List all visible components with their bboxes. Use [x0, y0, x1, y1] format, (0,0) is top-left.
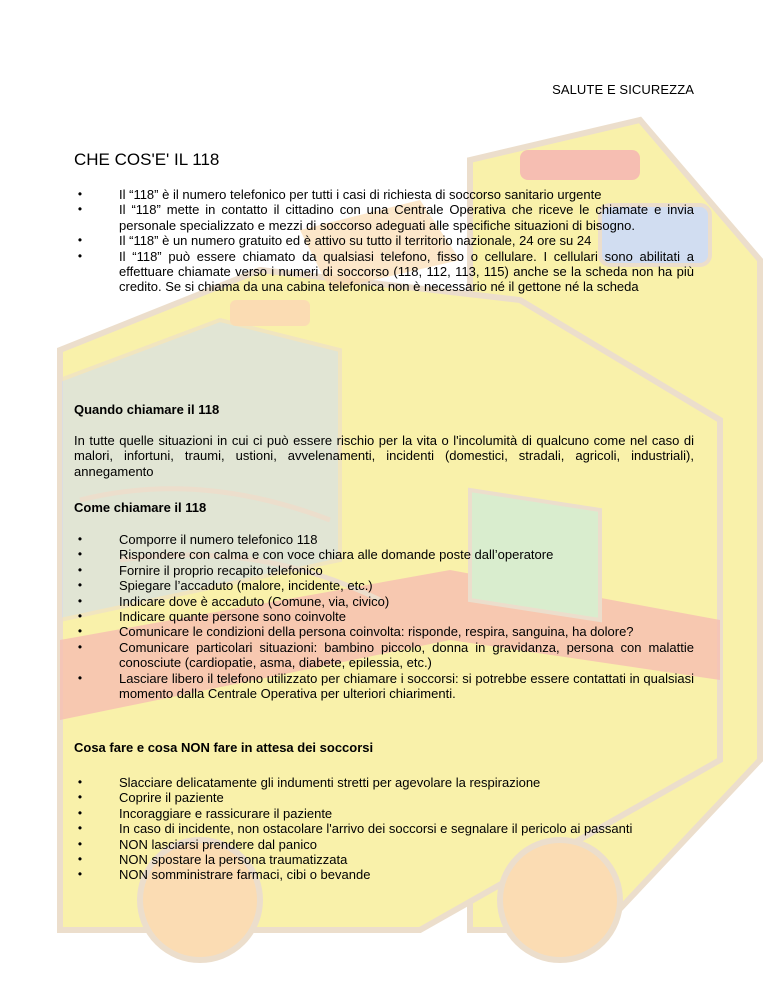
how-list	[74, 532, 694, 701]
what-list	[74, 775, 694, 883]
page-title: CHE COS'E' IL 118	[74, 150, 220, 169]
list-item: • Il “118” è un numero gratuito ed è attivo su tutto il territorio nazionale, 24 ore su 24	[119, 233, 694, 248]
section-heading-how: Come chiamare il 118	[74, 500, 207, 515]
list-item: • Incoraggiare e rassicurare il paziente	[119, 806, 694, 821]
section-heading-what: Cosa fare e cosa NON fare in attesa dei soccorsi	[74, 740, 374, 755]
list-item: • Coprire il paziente	[119, 790, 694, 805]
list-item: • NON spostare la persona traumatizzata	[119, 852, 694, 867]
list-item: • Comporre il numero telefonico 118	[119, 532, 694, 547]
list-item: • Fornire il proprio recapito telefonico	[119, 563, 694, 578]
list-item: • Comunicare particolari situazioni: bambino piccolo, donna in gravidanza, persona con malattie conosciute (cardiopatie, asma, diabete, epilessia, etc.)	[119, 640, 694, 671]
section-heading-when: Quando chiamare il 118	[74, 402, 220, 417]
list-item: • In caso di incidente, non ostacolare l'arrivo dei soccorsi e segnalare il pericolo ai passanti	[119, 821, 694, 836]
list-item: • NON lasciarsi prendere dal panico	[119, 837, 694, 852]
list-item: • Il “118” mette in contatto il cittadino con una Centrale Operativa che riceve le chiamate e invia personale specializzato e mezzi di soccorso adeguati alle specifiche situazioni di bisogno.	[119, 202, 694, 233]
list-item: • Il “118” può essere chiamato da qualsiasi telefono, fisso o cellulare. I cellulari sono abilitati a effettuare chiamate verso i numeri di soccorso (118, 112, 113, 115) anche se la scheda non ha più credito. Se si chiama da una cabina telefonica non è necessario né il gettone né la scheda	[119, 249, 694, 295]
list-item: • Comunicare le condizioni della persona coinvolta: risponde, respira, sanguina, ha dolore?	[119, 624, 694, 639]
list-item: • Lasciare libero il telefono utilizzato per chiamare i soccorsi: si potrebbe essere contattati in qualsiasi momento dalla Centrale Operativa per ulteriori chiarimenti.	[119, 671, 694, 702]
list-item: • Slacciare delicatamente gli indumenti stretti per agevolare la respirazione	[119, 775, 694, 790]
list-item: • Spiegare l’accaduto (malore, incidente, etc.)	[119, 578, 694, 593]
page-header: SALUTE E SICUREZZA	[552, 82, 694, 97]
list-item: • Indicare dove è accaduto (Comune, via, civico)	[119, 594, 694, 609]
list-item: • NON somministrare farmaci, cibi o bevande	[119, 867, 694, 882]
list-item: • Il “118” è il numero telefonico per tutti i casi di richiesta di soccorso sanitario urgente	[119, 187, 694, 202]
section-text-when: In tutte quelle situazioni in cui ci può essere rischio per la vita o l'incolumità di qualcuno come nel caso di malori, infortuni, traumi, ustioni, avvelenamenti, incidenti (domestici, stradali, agricoli, industriali), annegamento	[74, 433, 694, 479]
intro-list	[74, 187, 694, 295]
list-item: • Indicare quante persone sono coinvolte	[119, 609, 694, 624]
list-item: • Rispondere con calma e con voce chiara alle domande poste dall’operatore	[119, 547, 694, 562]
